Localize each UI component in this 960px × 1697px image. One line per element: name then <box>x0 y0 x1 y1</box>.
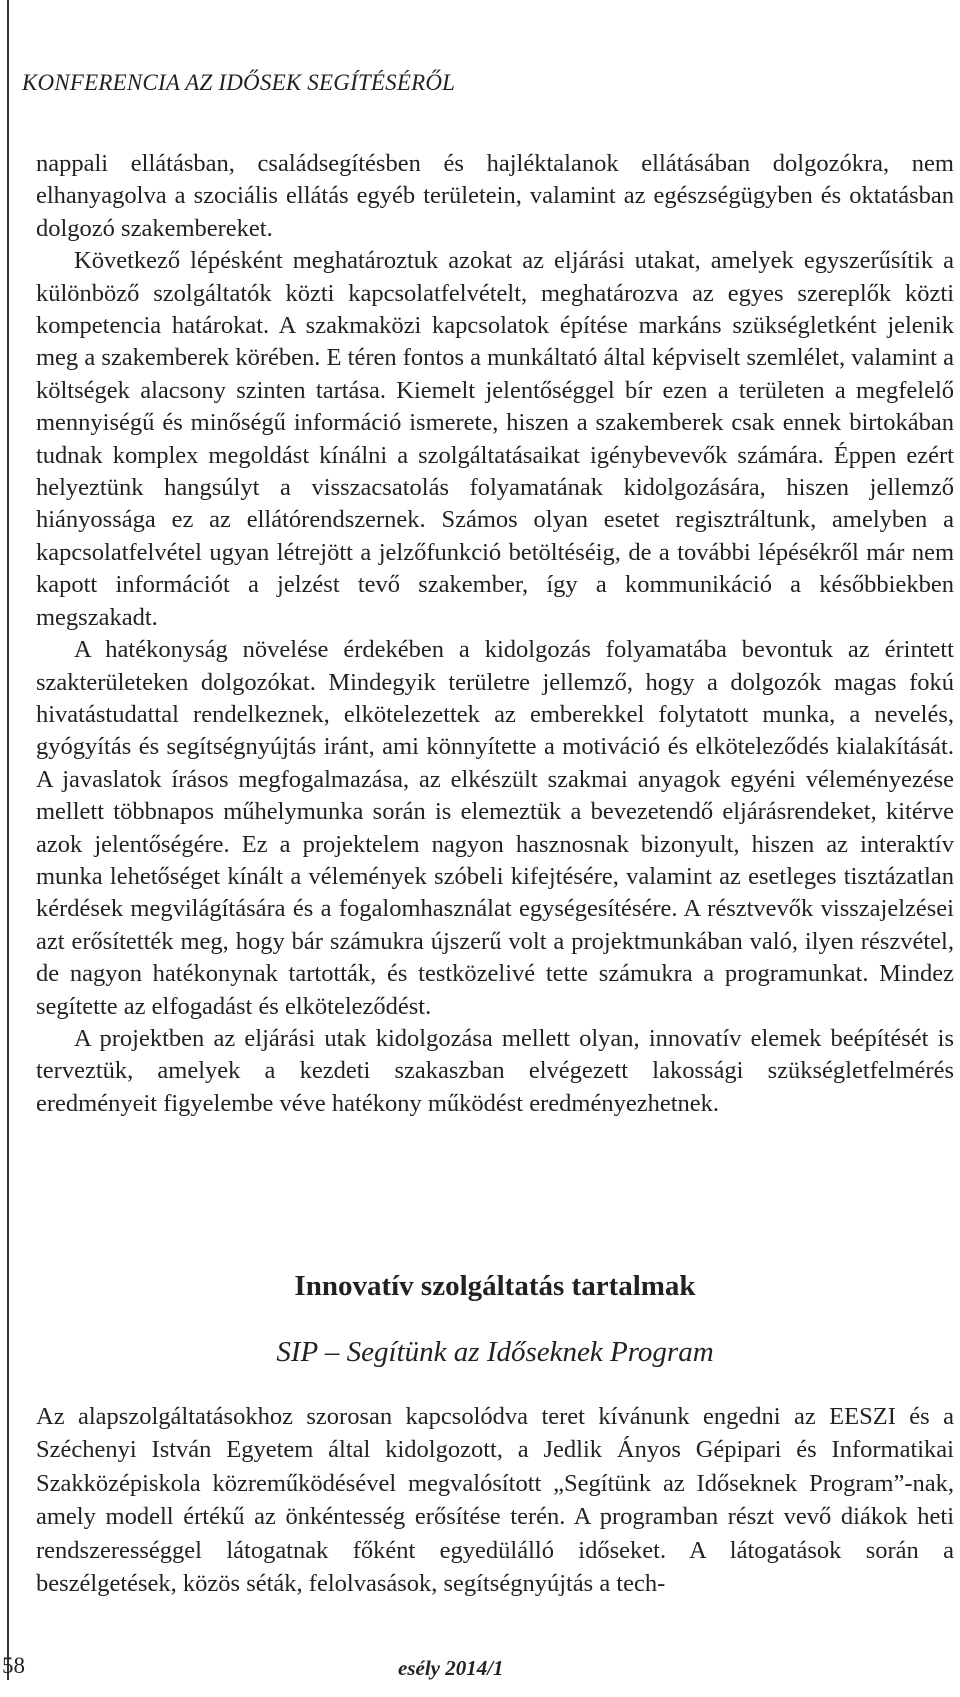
section-heading: Innovatív szolgáltatás tartalmak <box>294 1270 696 1302</box>
running-header: KONFERENCIA AZ IDŐSEK SEGÍTÉSÉRŐL <box>22 70 456 95</box>
journal-footer: esély 2014/1 <box>398 1656 504 1680</box>
section-body-text <box>36 1400 954 1600</box>
paragraph: Következő lépésként meghatároztuk azokat az eljárási utakat, amelyek egyszerűsítik a különböző szolgáltatók közti kapcsolatfelvételt, meghatározva az egyes szereplők közti kompetencia határokat. A szakmaközi kapcsolatok építése markáns szükségletként jelenik meg a szakemberek körében. E téren fontos a munkáltató által képviselt szemlélet, valamint a költségek alacsony szinten tartása. Kiemelt jelentőséggel bír ezen a területen a megfelelő mennyiségű és minőségű információ ismerete, hiszen a szakemberek csak ennek birtokában tudnak komplex megoldást kínálni a szolgáltatásaikat igénybevevők számára. Éppen ezért helyeztünk hangsúlyt a visszacsatolás folyamatának kidolgozására, hiszen jellemző hiányossága ez az ellátórendszernek. Számos olyan esetet regisztráltunk, amelyben a kapcsolatfelvétel ugyan létrejött a jelzőfunkció betöltéséig, de a további lépésékről már nem kapott információt a jelzést tevő szakember, így a kommunikáció a későbbiekben megszakadt. <box>36 247 954 631</box>
main-body-text <box>36 148 954 1120</box>
paragraph: A projektben az eljárási utak kidolgozása mellett olyan, innovatív elemek beépítését is terveztük, amelyek a kezdeti szakaszban elvégezett lakossági szükségletfelmérés eredményeit figyelembe véve hatékony működést eredményezhetnek. <box>36 1024 954 1117</box>
page-margin-rule <box>7 0 9 1680</box>
paragraph: Az alapszolgáltatásokhoz szorosan kapcsolódva teret kívánunk engedni az EESZI és a Széchenyi István Egyetem által kidolgozott, a Jedlik Ányos Gépipari és Informatikai Szakközépiskola közreműködésével megvalósított „Segítünk az Időseknek Program”-nak, amely modell értékű az önkéntesség erősítése terén. A programban részt vevő diákok heti rendszerességgel látogatnak főként egyedülálló időseket. A látogatások során a beszélgetések, közös séták, felolvasások, segítségnyújtás a tech- <box>36 1403 954 1598</box>
paragraph: A hatékonyság növelése érdekében a kidolgozás folyamatába bevontuk az érintett szakterületeken dolgozókat. Mindegyik területre jellemző, hogy a dolgozók magas fokú hivatástudattal rendelkeznek, elkötelezettek az emberekkel folytatott munka, a nevelés, gyógyítás és segítségnyújtás iránt, ami könnyítette a motiváció és elköteleződés kialakítását. A javaslatok írásos megfogalmazása, az elkészült szakmai anyagok egyéni véleményezése mellett többnapos műhelymunka során is elemeztük a bevezetendő eljárásrendeket, kitérve azok jelentőségére. Ez a projektelem nagyon hasznosnak bizonyult, hiszen az interaktív munka lehetőséget kínált a vélemények szóbeli kifejtésére, valamint az esetleges tisztázatlan kérdések megvilágítására és a fogalomhasználat egységesítésére. A résztvevők visszajelzései azt erősítették meg, hogy bár számukra újszerű volt a projektmunkában való, ilyen részvétel, de nagyon hatékonynak tartották, és testközelivé tette számukra a programunkat. Mindez segítette az elfogadást és elköteleződést. <box>36 636 954 1020</box>
section-subheading: SIP – Segítünk az Időseknek Program <box>276 1336 714 1368</box>
paragraph: nappali ellátásban, családsegítésben és hajléktalanok ellátásában dolgozókra, nem elhanyagolva a szociális ellátás egyéb területein, valamint az egészségügyben és oktatásban dolgozó szakembereket. <box>36 150 954 242</box>
page-number: 58 <box>2 1653 25 1678</box>
